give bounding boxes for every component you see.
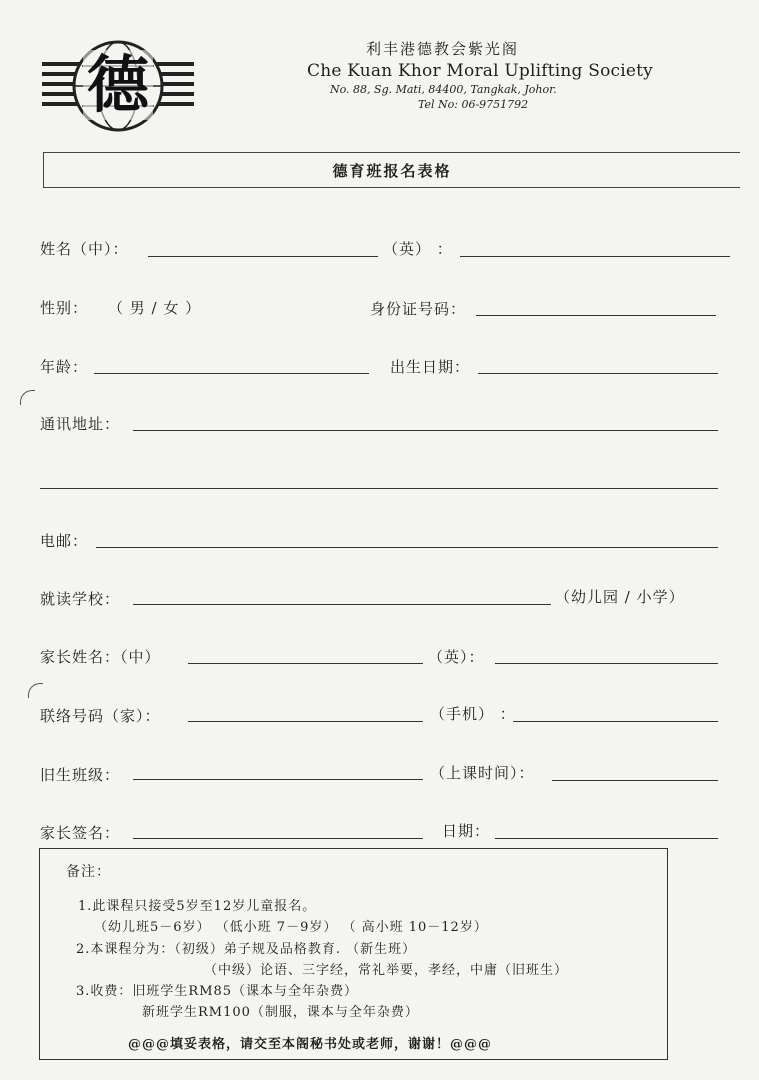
gender-options[interactable]: （ 男 / 女 ） (108, 299, 202, 317)
input-class-time[interactable] (552, 780, 718, 781)
label-dob: 出生日期： (390, 358, 471, 376)
school-type[interactable]: （幼儿园 / 小学） (555, 588, 685, 606)
notes-line-5: 3.收费：旧班学生RM85（课本与全年杂费） (76, 984, 359, 999)
label-parent-name-cn: 家长姓名：（中） (40, 648, 161, 666)
input-name-cn[interactable] (148, 256, 378, 257)
label-phone-home: 联络号码（家）： (40, 707, 161, 725)
label-ic-no: 身份证号码： (370, 300, 467, 318)
notes-box (39, 848, 668, 1060)
label-school: 就读学校： (40, 590, 121, 608)
notes-heading: 备注： (66, 864, 111, 880)
org-tel: Tel No: 06-9751792 (418, 98, 529, 111)
input-address-line1[interactable] (133, 430, 718, 431)
scan-mark-top (20, 390, 35, 405)
org-address: No. 88, Sg. Mati, 84400, Tangkak, Johor. (330, 83, 557, 96)
notes-line-4: （中级）论语、三字经，常礼举要，孝经，中庸（旧班生） (204, 963, 569, 978)
form-title-box (43, 152, 740, 188)
form-title: 德育班报名表格 (332, 162, 452, 180)
notes-line-3: 2.本课程分为：（初级）弟子规及品格教育. （新生班） (76, 942, 417, 957)
label-gender: 性别： (40, 299, 89, 317)
input-name-en[interactable] (460, 256, 730, 257)
label-parent-name-en: （英）： (428, 648, 485, 666)
notes-line-6: 新班学生RM100（制服，课本与全年杂费） (142, 1005, 419, 1020)
label-old-class: 旧生班级： (40, 766, 121, 784)
input-old-class[interactable] (133, 779, 423, 780)
input-school[interactable] (133, 604, 551, 605)
input-parent-name-cn[interactable] (188, 663, 423, 664)
notes-line-1: 1.此课程只接受5岁至12岁儿童报名。 (78, 899, 317, 914)
label-age: 年龄： (40, 358, 89, 376)
label-email: 电邮： (40, 532, 89, 550)
logo-character: 德 (83, 50, 153, 120)
input-date[interactable] (495, 838, 718, 839)
org-name-chinese: 利丰港德教会紫光阁 (366, 40, 520, 58)
org-name-english: Che Kuan Khor Moral Uplifting Society (307, 61, 653, 81)
label-address: 通讯地址： (40, 415, 121, 433)
notes-line-2: （幼儿班5－6岁） （低小班 7－9岁） （ 高小班 10－12岁） (94, 920, 488, 935)
input-address-line2[interactable] (40, 488, 718, 489)
input-email[interactable] (96, 547, 718, 548)
input-parent-name-en[interactable] (495, 663, 718, 664)
label-name-cn: 姓名（中）： (40, 240, 129, 258)
label-class-time: （上课时间）： (430, 764, 535, 782)
header-logo (38, 38, 198, 138)
scan-mark-bottom (28, 683, 43, 698)
input-parent-signature[interactable] (133, 838, 423, 839)
label-parent-signature: 家长签名： (40, 824, 121, 842)
notes-footer: @@@填妥表格，请交至本阁秘书处或老师，谢谢！@@@ (128, 1037, 493, 1052)
input-ic-no[interactable] (476, 315, 716, 316)
input-age[interactable] (94, 373, 369, 374)
label-phone-mobile: （手机） ： (430, 705, 516, 723)
input-phone-home[interactable] (188, 721, 423, 722)
input-dob[interactable] (478, 373, 718, 374)
input-phone-mobile[interactable] (513, 721, 718, 722)
label-date: 日期： (442, 822, 491, 840)
label-name-en: （英） ： (383, 240, 453, 258)
